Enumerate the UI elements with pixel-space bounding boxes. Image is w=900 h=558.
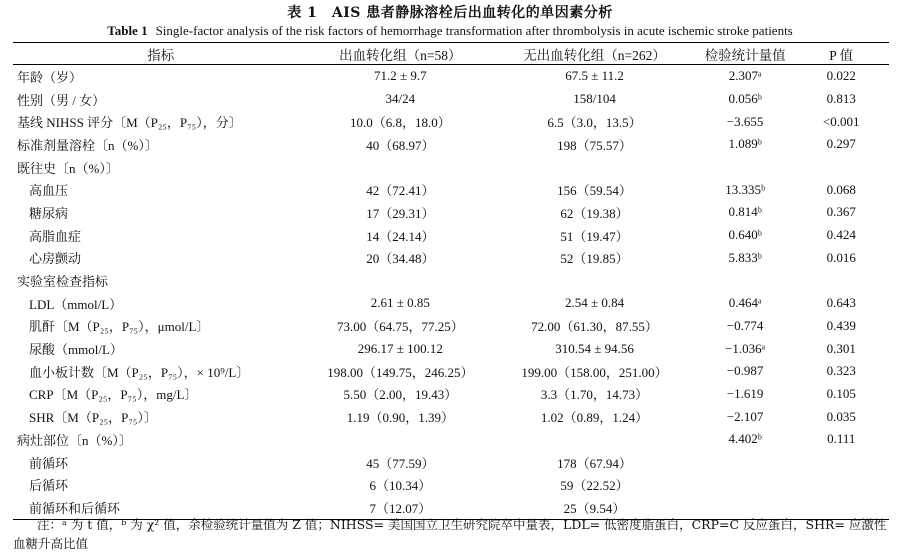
table-row xyxy=(13,133,889,156)
cell-p-value xyxy=(793,451,889,474)
row-label: LDL（mmol/L） xyxy=(29,296,123,312)
row-label: 尿酸（mmol/L） xyxy=(29,342,123,358)
cell-no-hemorrhage-group: 198（75.57） xyxy=(557,137,632,153)
row-label: 实验室检查指标 xyxy=(17,274,109,290)
cell-no-hemorrhage-group: 158/104 xyxy=(573,91,616,107)
cell-no-hemorrhage-group: 72.00（61.30，87.55） xyxy=(531,319,658,335)
table-number: Table 1 xyxy=(107,23,148,38)
cell-hemorrhage-group: 5.50（2.00，19.43） xyxy=(343,387,458,403)
cell-test-statistic: 5.833ᵇ xyxy=(728,249,762,265)
row-label: 血小板计数〔M（P₂₅，P₇₅），× 10⁹/L〕 xyxy=(29,364,250,380)
cell-hemorrhage-group: 7（12.07） xyxy=(308,496,492,519)
cell-hemorrhage-group xyxy=(308,428,492,451)
row-label: 性别（男 / 女） xyxy=(17,92,106,108)
row-label: 基线 NIHSS 评分〔M（P₂₅，P₇₅），分〕 xyxy=(17,115,242,131)
row-label: 前循环和后循环 xyxy=(13,496,308,519)
cell-no-hemorrhage-group: 310.54 ± 94.56 xyxy=(555,340,634,356)
table-row xyxy=(13,451,889,474)
cell-hemorrhage-group xyxy=(308,269,492,292)
cell-test-statistic: −1.036ᵃ xyxy=(725,340,766,356)
cell-no-hemorrhage-group: 178（67.94） xyxy=(557,455,632,471)
cell-p-value: 0.105 xyxy=(826,385,856,401)
table-caption-cn: 表 1 AIS 患者静脉溶栓后出血转化的单因素分析 xyxy=(287,5,613,21)
cell-hemorrhage-group: 34/24 xyxy=(385,91,416,107)
cell-p-value xyxy=(793,269,889,292)
header-no-hemorrhage-group: 无出血转化组（n=262） xyxy=(492,43,697,65)
row-label: 肌酐〔M（P₂₅，P₇₅），μmol/L〕 xyxy=(29,319,210,335)
table-row xyxy=(13,405,889,428)
cell-no-hemorrhage-group xyxy=(492,428,697,451)
row-label: SHR〔M（P₂₅，P₇₅）〕 xyxy=(29,410,157,426)
cell-no-hemorrhage-group: 62（19.38） xyxy=(560,205,629,221)
cell-test-statistic: 0.640ᵇ xyxy=(728,227,762,243)
cell-no-hemorrhage-group xyxy=(492,156,697,179)
cell-test-statistic: −0.987 xyxy=(726,363,764,379)
cell-p-value: 0.016 xyxy=(826,249,856,265)
cell-p-value: 0.813 xyxy=(826,91,856,107)
cell-hemorrhage-group: 14（24.14） xyxy=(366,228,435,244)
table-footnote: 注：ᵃ 为 t 值，ᵇ 为 χ² 值，余检验统计量值为 Z 值；NIHSS= 美国国立卫生研究院卒中量表，LDL= 低密度脂蛋白，CRP=C 反应蛋白，SHR= 应激性血糖升高比值 xyxy=(13,517,887,551)
row-label: 前循环 xyxy=(29,455,69,471)
table-row xyxy=(13,473,889,496)
header-hemorrhage-group: 出血转化组（n=58） xyxy=(308,43,492,65)
cell-hemorrhage-group: 45（77.59） xyxy=(366,455,435,471)
cell-no-hemorrhage-group: 199.00（158.00，251.00） xyxy=(521,364,668,380)
cell-test-statistic: −1.619 xyxy=(726,385,764,401)
cell-test-statistic: 13.335ᵇ xyxy=(725,181,765,197)
table-row xyxy=(13,178,889,201)
table-row xyxy=(13,315,889,338)
cell-p-value: <0.001 xyxy=(822,113,860,129)
cell-no-hemorrhage-group: 25（9.54） xyxy=(492,496,697,519)
cell-p-value: 0.022 xyxy=(826,68,856,84)
cell-no-hemorrhage-group: 67.5 ± 11.2 xyxy=(565,68,624,84)
row-label: 病灶部位〔n（%）〕 xyxy=(17,432,132,448)
cell-test-statistic: 4.402ᵇ xyxy=(728,431,762,447)
cell-test-statistic xyxy=(697,451,794,474)
cell-no-hemorrhage-group: 1.02（0.89，1.24） xyxy=(540,410,649,426)
header-indicator: 指标 xyxy=(13,43,308,65)
cell-no-hemorrhage-group: 156（59.54） xyxy=(557,183,632,199)
header-test-statistic: 检验统计量值 xyxy=(697,43,794,65)
cell-p-value: 0.424 xyxy=(826,227,856,243)
cell-no-hemorrhage-group: 3.3（1.70，14.73） xyxy=(540,387,649,403)
cell-hemorrhage-group: 1.19（0.90，1.39） xyxy=(346,410,454,426)
cell-hemorrhage-group: 20（34.48） xyxy=(366,251,435,267)
cell-test-statistic: −3.655 xyxy=(726,113,764,129)
cell-test-statistic: 2.307ᵃ xyxy=(728,68,762,84)
cell-hemorrhage-group: 198.00（149.75，246.25） xyxy=(327,364,474,380)
table-row xyxy=(13,224,889,247)
cell-test-statistic: 0.056ᵇ xyxy=(728,91,762,107)
table-row xyxy=(13,360,889,383)
table-row xyxy=(13,110,889,133)
cell-test-statistic xyxy=(697,156,794,179)
cell-test-statistic: 1.089ᵇ xyxy=(728,136,762,152)
table-row xyxy=(13,247,889,270)
row-label: 高血压 xyxy=(29,183,69,199)
cell-p-value: 0.297 xyxy=(826,136,856,152)
table-row xyxy=(13,383,889,406)
cell-test-statistic: −0.774 xyxy=(726,317,764,333)
table-row xyxy=(13,428,889,451)
cell-test-statistic: 0.464ᵃ xyxy=(728,295,762,311)
row-label: 糖尿病 xyxy=(29,205,69,221)
cell-hemorrhage-group: 6（10.34） xyxy=(369,478,432,494)
cell-no-hemorrhage-group: 52（19.85） xyxy=(560,251,629,267)
row-label: 心房颤动 xyxy=(29,251,82,267)
table-row xyxy=(13,292,889,315)
cell-p-value: 0.439 xyxy=(826,317,856,333)
cell-hemorrhage-group: 40（68.97） xyxy=(366,137,435,153)
cell-hemorrhage-group: 2.61 ± 0.85 xyxy=(370,295,430,311)
table-row xyxy=(13,201,889,224)
cell-hemorrhage-group: 17（29.31） xyxy=(366,205,435,221)
cell-p-value: 0.111 xyxy=(827,431,856,447)
cell-test-statistic: 0.814ᵇ xyxy=(728,204,762,220)
cell-p-value xyxy=(793,473,889,496)
table-caption-en xyxy=(0,23,900,39)
cell-p-value: 0.301 xyxy=(826,340,856,356)
cell-no-hemorrhage-group: 2.54 ± 0.84 xyxy=(564,295,625,311)
cell-p-value: 0.367 xyxy=(826,204,856,220)
table-body xyxy=(13,65,889,520)
row-label: 既往史〔n（%）〕 xyxy=(17,160,119,176)
row-label: CRP〔M（P₂₅，P₇₅），mg/L〕 xyxy=(29,387,198,403)
table-row xyxy=(13,88,889,111)
cell-p-value: 0.035 xyxy=(826,408,856,424)
header-p-value: P 值 xyxy=(793,43,889,65)
cell-hemorrhage-group xyxy=(308,156,492,179)
cell-no-hemorrhage-group: 6.5（3.0，13.5） xyxy=(547,115,642,131)
table-row xyxy=(13,156,889,179)
row-label: 年龄（岁） xyxy=(17,69,83,85)
table-row xyxy=(13,269,889,292)
cell-hemorrhage-group: 71.2 ± 9.7 xyxy=(374,68,427,84)
cell-p-value: 0.643 xyxy=(826,295,856,311)
cell-no-hemorrhage-group xyxy=(492,269,697,292)
header-row xyxy=(13,43,889,65)
table-row xyxy=(13,65,889,88)
row-label: 标准剂量溶栓〔n（%）〕 xyxy=(17,137,158,153)
cell-p-value: 0.323 xyxy=(826,363,856,379)
cell-test-statistic xyxy=(697,269,794,292)
cell-no-hemorrhage-group: 59（22.52） xyxy=(560,478,629,494)
data-table xyxy=(13,42,889,520)
row-label: 高脂血症 xyxy=(29,228,82,244)
cell-no-hemorrhage-group: 51（19.47） xyxy=(560,228,629,244)
cell-hemorrhage-group: 296.17 ± 100.12 xyxy=(357,340,443,356)
table-caption-en-text: Single-factor analysis of the risk factors of hemorrhage transformation after thrombolysis in acute ischemic stroke patients xyxy=(155,23,793,38)
cell-test-statistic xyxy=(697,473,794,496)
row-label: 后循环 xyxy=(29,478,69,494)
cell-hemorrhage-group: 10.0（6.8，18.0） xyxy=(349,115,451,131)
cell-test-statistic: −2.107 xyxy=(726,408,764,424)
cell-p-value: 0.068 xyxy=(826,181,856,197)
cell-hemorrhage-group: 73.00（64.75，77.25） xyxy=(336,319,464,335)
cell-hemorrhage-group: 42（72.41） xyxy=(366,183,435,199)
table-row xyxy=(13,337,889,360)
cell-p-value xyxy=(793,156,889,179)
